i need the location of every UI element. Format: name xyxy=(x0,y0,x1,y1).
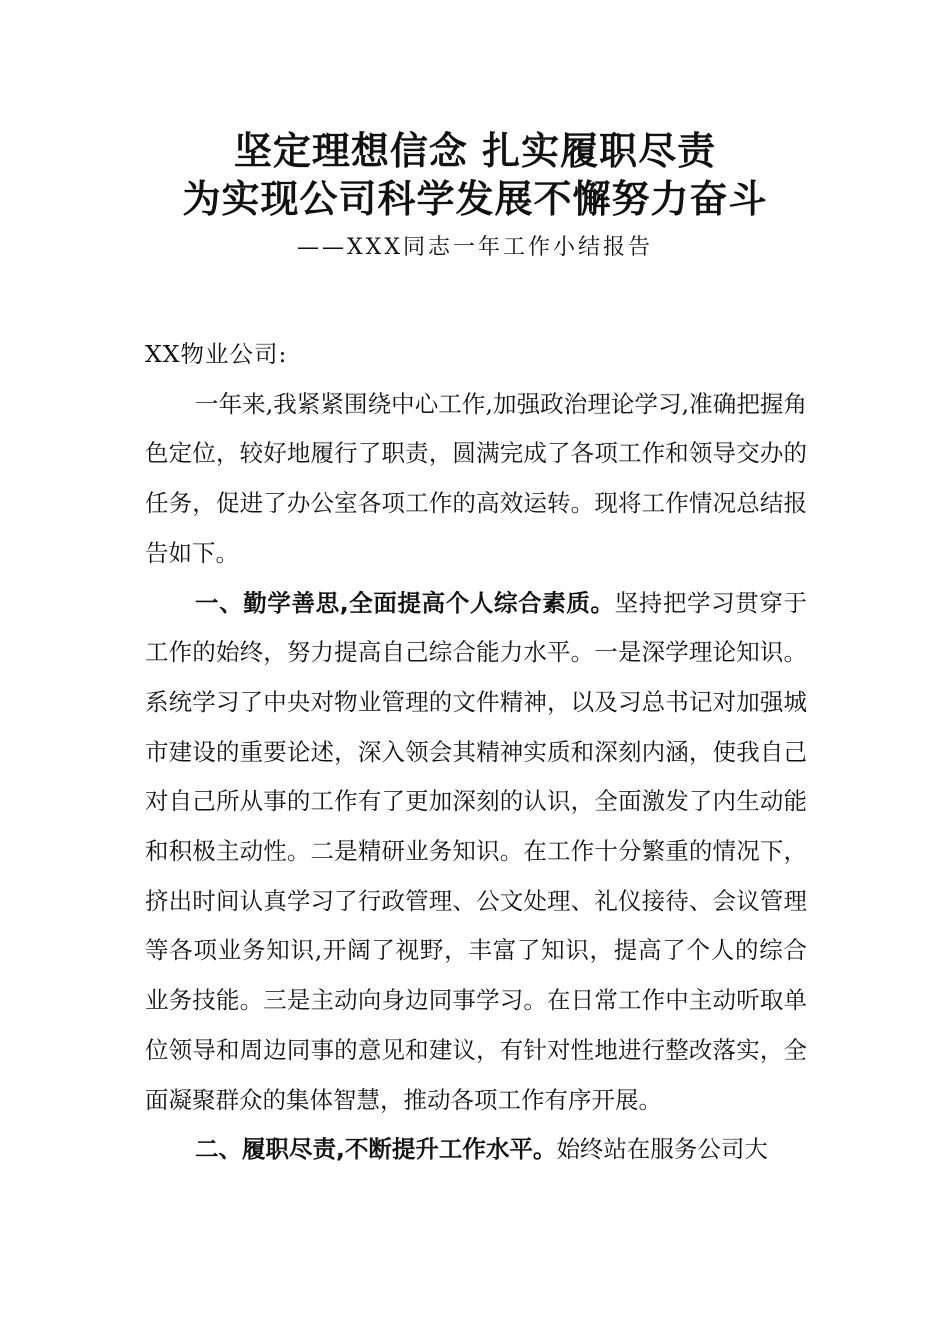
paragraph-intro-text: 一年来,我紧紧围绕中心工作,加强政治理论学习,准确把握角色定位，较好地履行了职责，圆满完成了各项工作和领导交办的任务，促进了办公室各项工作的高效运转。现将工作情况总结报告如下。 xyxy=(145,389,807,567)
section-1-heading: 一、勤学善思,全面提高个人综合素质。 xyxy=(195,588,615,617)
paragraph-section-1 xyxy=(145,579,807,1126)
title-line-2: 为实现公司科学发展不懈努力奋斗 xyxy=(182,176,768,221)
title-line-1: 坚定理想信念 扎实履职尽责 xyxy=(233,128,717,173)
section-2-text: 始终站在服务公司大 xyxy=(556,1135,768,1164)
salutation: XX物业公司: xyxy=(145,340,288,368)
body-text xyxy=(145,330,807,1175)
subtitle: ——XXX同志一年工作小结报告 xyxy=(297,235,653,260)
section-1-text: 坚持把学习贯穿于工作的始终，努力提高自己综合能力水平。一是深学理论知识。系统学习了中央对物业管理的文件精神，以及习总书记对加强城市建设的重要论述，深入领会其精神实质和深刻内涵，使我自己对自己所从事的工作有了更加深刻的认识，全面激发了内生动能和积极主动性。二是精研业务知识。在工作十分繁重的情况下，挤出时间认真学习了行政管理、公文处理、礼仪接待、会议管理等各项业务知识,开阔了视野，丰富了知识，提高了个人的综合业务技能。三是主动向身边同事学习。在日常工作中主动听取单位领导和周边同事的意见和建议，有针对性地进行整改落实，全面凝聚群众的集体智慧，推动各项工作有序开展。 xyxy=(145,588,807,1114)
paragraph-section-2 xyxy=(145,1125,807,1175)
section-2-heading: 二、履职尽责,不断提升工作水平。 xyxy=(195,1135,557,1164)
paragraph-intro xyxy=(145,380,807,579)
